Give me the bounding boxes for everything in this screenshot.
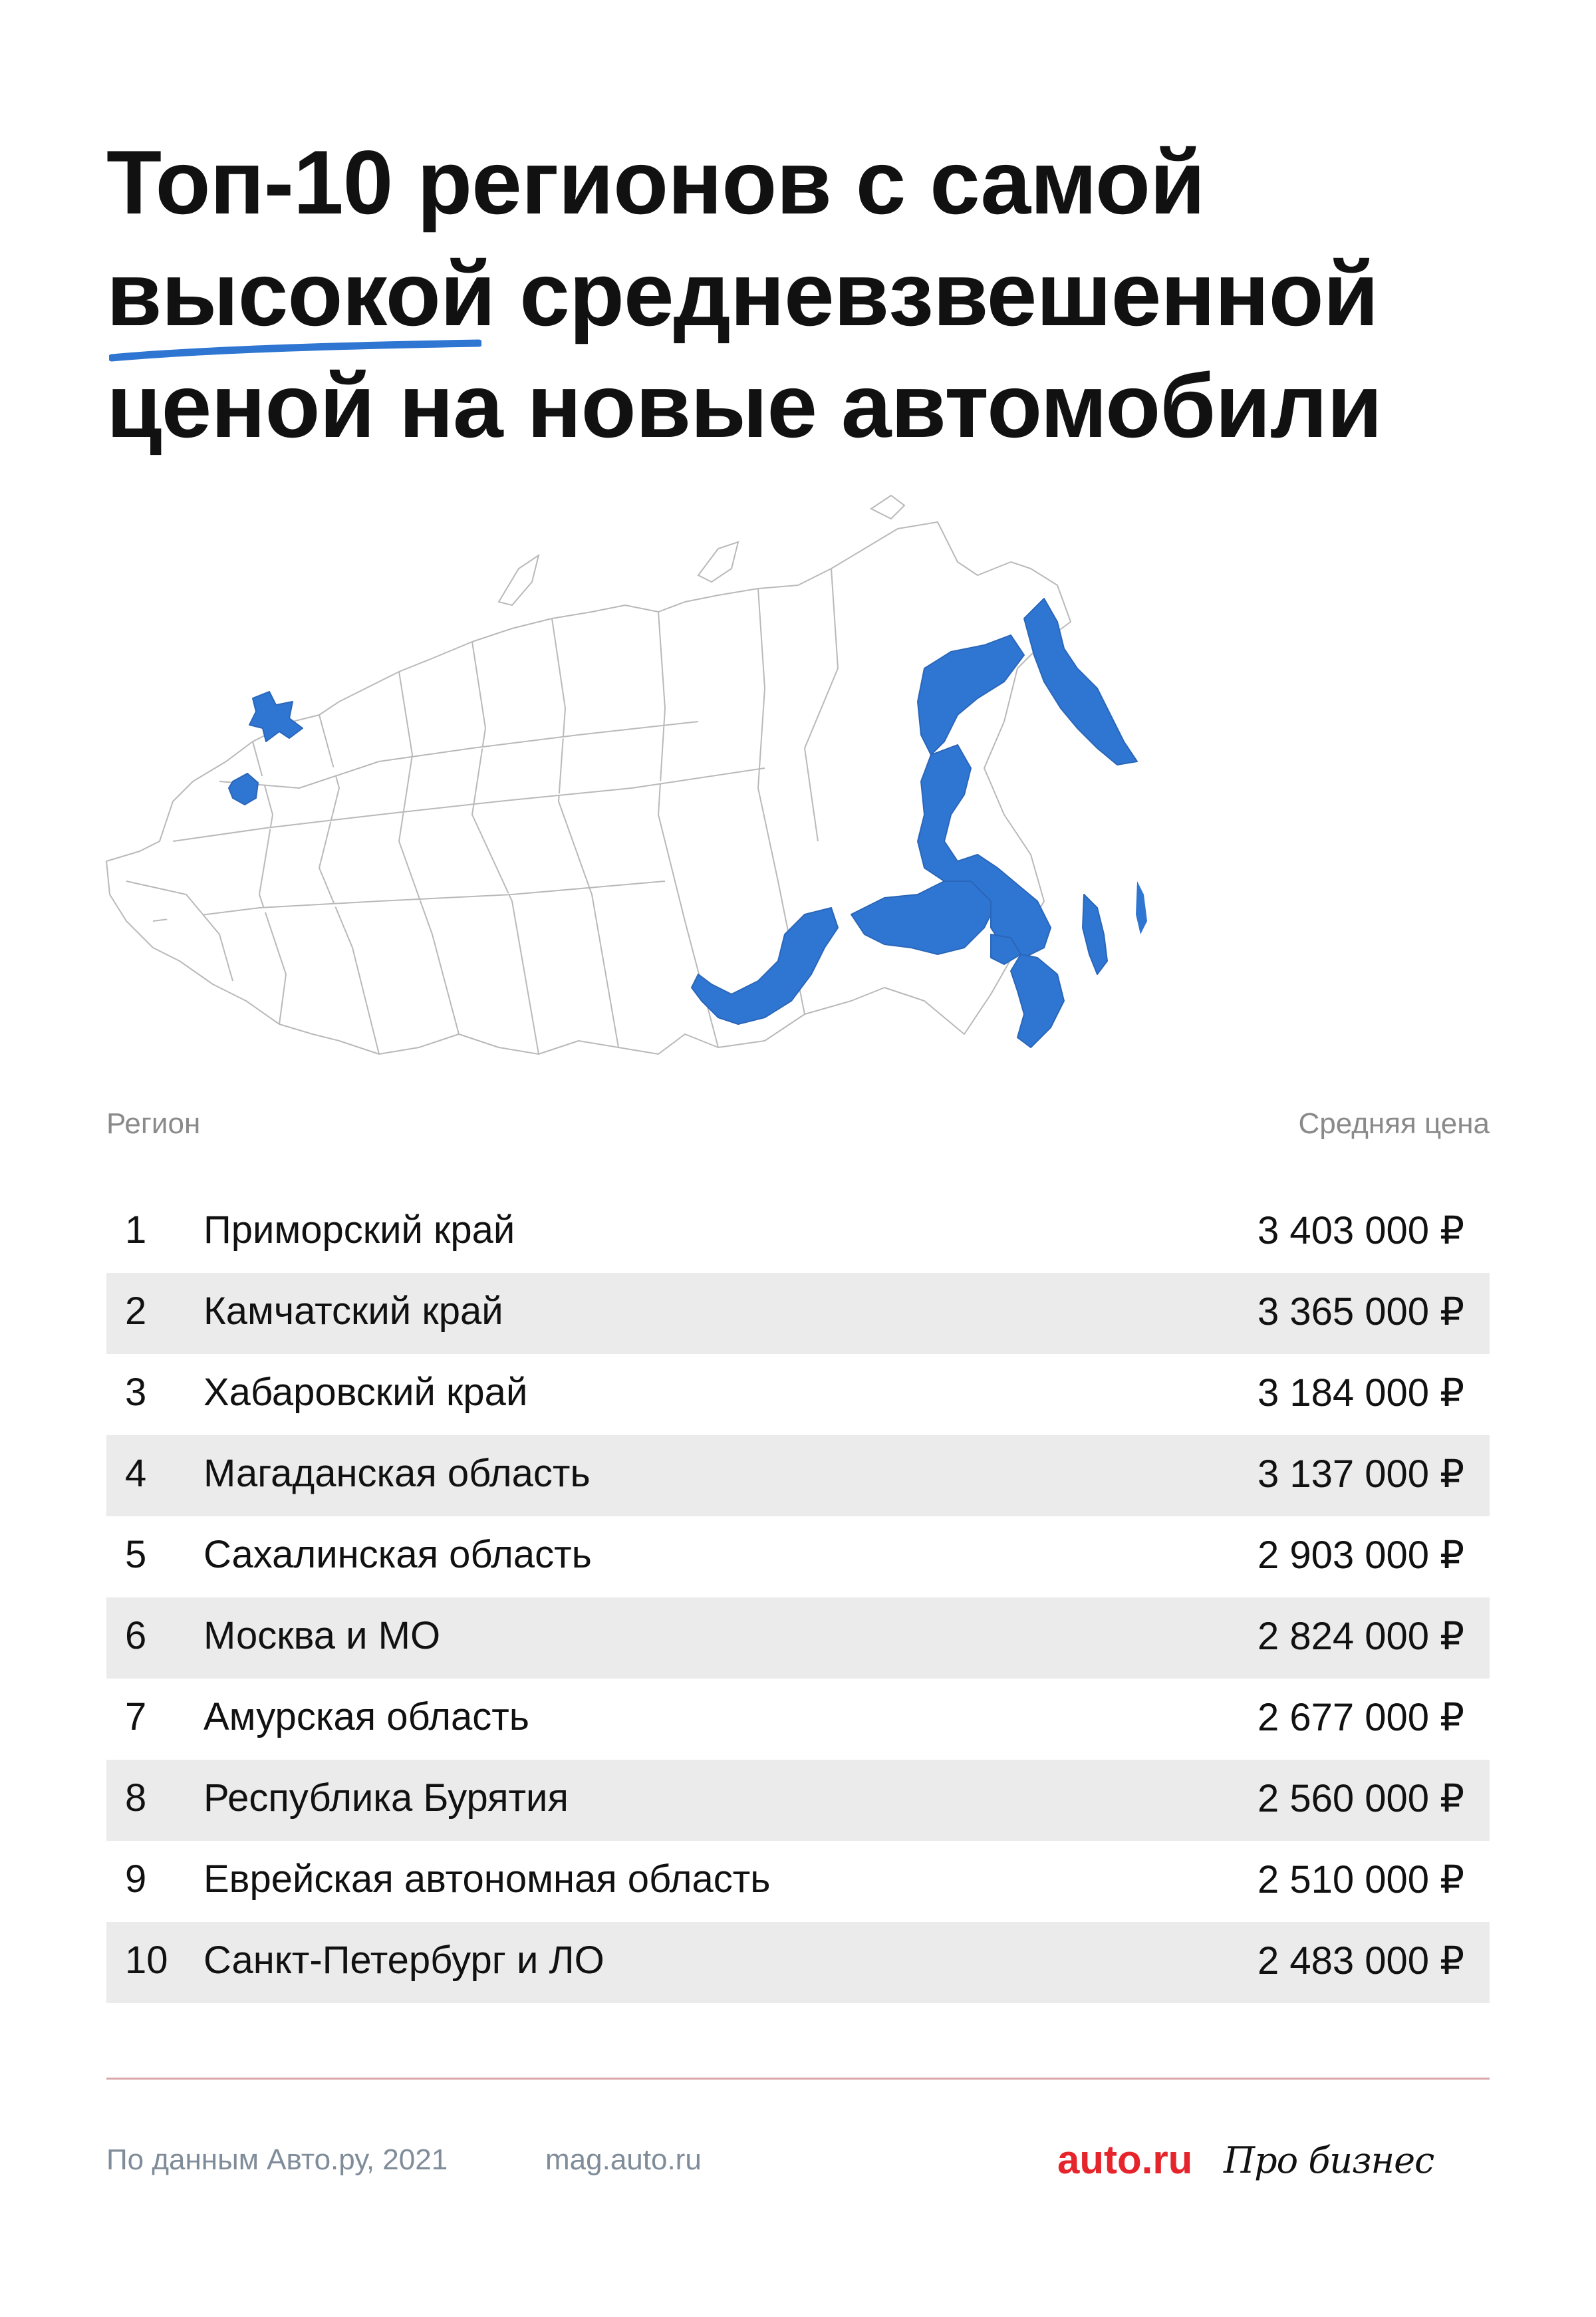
map-region-kamchatka	[1024, 599, 1137, 765]
row-price: 3 184 000 ₽	[1257, 1371, 1464, 1415]
row-price: 2 483 000 ₽	[1257, 1939, 1464, 1982]
column-header-price: Средняя цена	[1298, 1107, 1490, 1140]
source-note: По данным Авто.ру, 2021	[106, 2143, 448, 2176]
row-region-name: Москва и МО	[203, 1614, 441, 1657]
row-rank: 8	[125, 1776, 147, 1820]
row-rank: 7	[125, 1695, 147, 1738]
title-highlight-word: высокой	[106, 238, 495, 350]
row-rank: 3	[125, 1371, 147, 1414]
title-underline	[109, 338, 481, 364]
title-line-3: ценой на новые автомобили	[106, 355, 1382, 456]
row-rank: 5	[125, 1533, 147, 1576]
table-row	[106, 1435, 1490, 1516]
probiznes-logo: Про бизнес	[1224, 2139, 1434, 2181]
footer	[106, 2138, 1490, 2191]
row-price: 2 560 000 ₽	[1257, 1777, 1464, 1820]
map-region-sakhalin	[1083, 894, 1107, 974]
page-title	[106, 126, 1503, 462]
map-region-sakhalin-kurils	[1136, 881, 1147, 934]
row-region-name: Еврейская автономная область	[203, 1857, 771, 1901]
row-price: 3 403 000 ₽	[1257, 1209, 1464, 1252]
row-price: 3 137 000 ₽	[1257, 1452, 1464, 1496]
ranking-table	[106, 1192, 1490, 2003]
table-row	[106, 1354, 1490, 1435]
map-region-primorsky	[1011, 954, 1064, 1047]
row-price: 2 510 000 ₽	[1257, 1858, 1464, 1901]
title-line-1: Топ-10 регионов с самой	[106, 132, 1205, 233]
row-region-name: Республика Бурятия	[203, 1776, 569, 1820]
row-rank: 6	[125, 1614, 147, 1657]
table-row	[106, 1192, 1490, 1273]
table-row	[106, 1679, 1490, 1760]
row-price: 2 677 000 ₽	[1257, 1696, 1464, 1739]
table-row	[106, 1922, 1490, 2003]
map-island-novosibirsk	[871, 495, 904, 519]
table-row	[106, 1841, 1490, 1922]
row-region-name: Камчатский край	[203, 1290, 503, 1333]
table-header	[106, 1107, 1490, 1154]
title-line-2: высокой средневзвешенной	[106, 238, 1503, 350]
row-region-name: Приморский край	[203, 1208, 515, 1252]
row-region-name: Хабаровский край	[203, 1371, 528, 1414]
table-row	[106, 1516, 1490, 1597]
row-rank: 1	[125, 1208, 147, 1252]
table-row	[106, 1597, 1490, 1679]
map-island-novaya-zemlya	[499, 555, 539, 605]
row-rank: 4	[125, 1452, 147, 1495]
map-region-spb-lo	[249, 692, 303, 742]
table-row	[106, 1760, 1490, 1841]
table-row	[106, 1273, 1490, 1354]
map-island-severnaya-zemlya	[698, 542, 738, 582]
row-rank: 9	[125, 1857, 147, 1901]
russia-regions-map	[100, 469, 1164, 1067]
row-region-name: Амурская область	[203, 1695, 529, 1738]
row-rank: 10	[125, 1939, 168, 1982]
row-price: 2 824 000 ₽	[1257, 1615, 1464, 1658]
row-price: 3 365 000 ₽	[1257, 1290, 1464, 1333]
row-region-name: Санкт-Петербург и ЛО	[203, 1939, 604, 1982]
row-rank: 2	[125, 1290, 147, 1333]
row-region-name: Сахалинская область	[203, 1533, 592, 1576]
footer-divider	[106, 2078, 1490, 2080]
row-region-name: Магаданская область	[203, 1452, 591, 1495]
row-price: 2 903 000 ₽	[1257, 1534, 1464, 1577]
autoru-logo: auto.ru	[1057, 2137, 1193, 2182]
site-link[interactable]: mag.auto.ru	[545, 2143, 702, 2176]
column-header-region: Регион	[106, 1107, 201, 1140]
